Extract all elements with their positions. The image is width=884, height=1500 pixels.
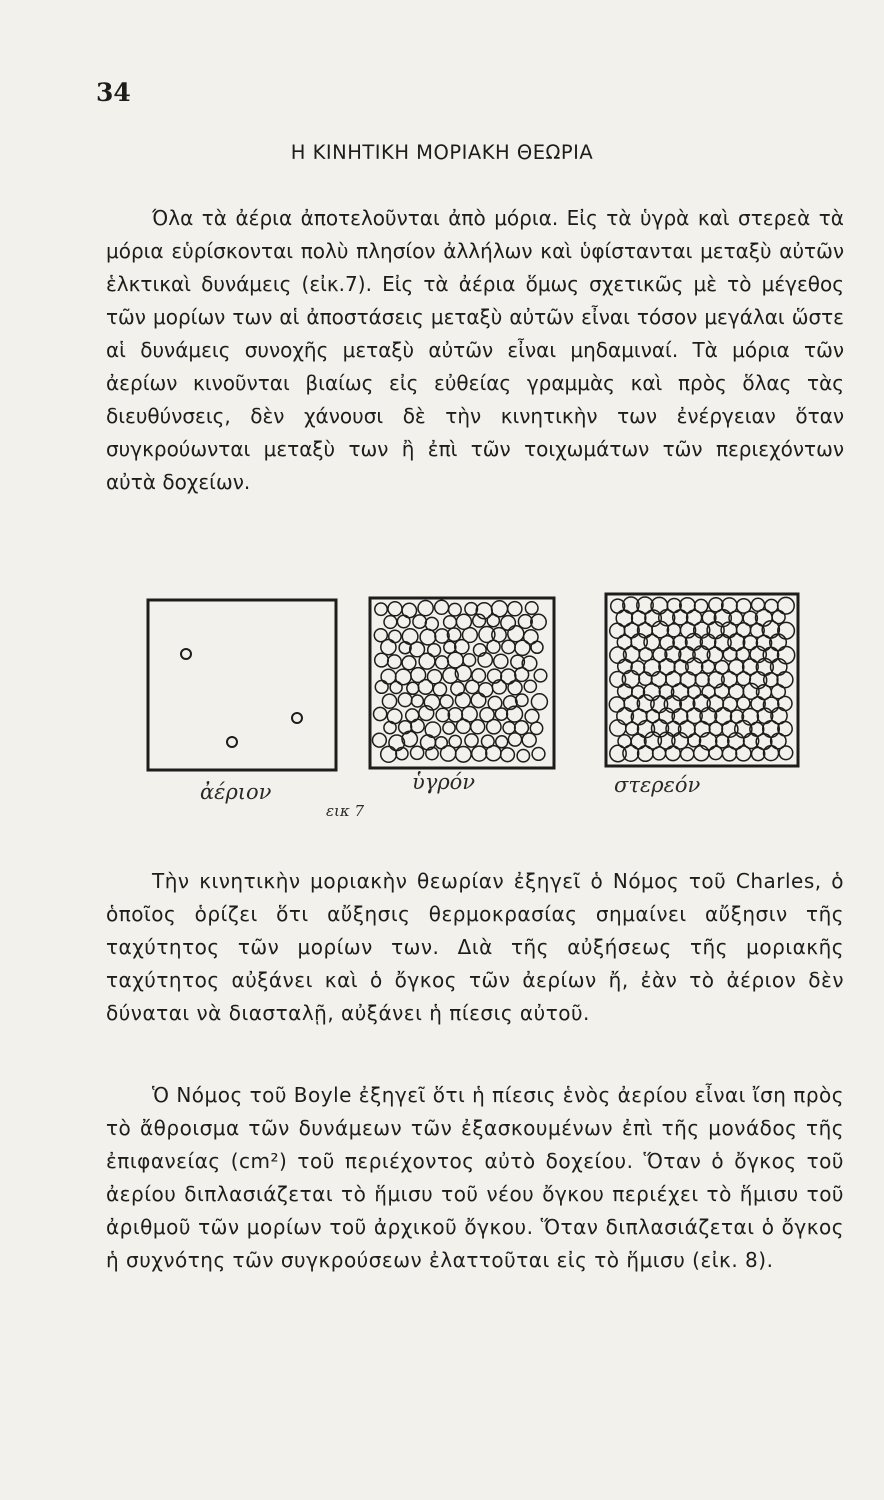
liquid-molecule <box>455 693 470 708</box>
liquid-molecule <box>517 750 529 762</box>
liquid-molecule <box>411 746 424 759</box>
liquid-molecule <box>384 616 397 629</box>
liquid-molecule <box>501 748 515 762</box>
liquid-molecule <box>441 746 456 761</box>
liquid-molecule <box>525 602 538 615</box>
paragraph-boyle-law: Ὁ Νόμος τοῦ Boyle ἐξηγεῖ ὅτι ἡ πίεσις ἑνὸς ἀερίου εἶναι ἴση πρὸς τὸ ἄθροισμα τῶν δυνάμεων τῶν ἐξασκουμένων ἐπὶ τῆς μονάδος τῆς ἐπιφανείας (cm²) τοῦ περιέχοντος αὐτὸ δοχείου. Ὅταν ὁ ὄγκος τοῦ ἀερίου διπλασιάζεται τὸ ἥμισυ τοῦ νέου ὄγκου περιέχει τὸ ἥμισυ τοῦ ἀριθμοῦ τῶν μορίων τοῦ ἀρχικοῦ ὄγκου. Ὅταν διπλασιάζεται ὁ ὄγκος ἡ συχνότης τῶν συγκρούσεων ἐλαττοῦται εἰς τὸ ἥμισυ (εἰκ. 8). <box>106 1083 844 1272</box>
figure-drawing <box>0 580 884 840</box>
solid-molecule <box>644 659 661 676</box>
liquid-molecule <box>389 630 401 642</box>
solid-molecule <box>737 697 750 710</box>
caption-gas: ἀέριον <box>200 780 272 804</box>
gas-molecule <box>227 737 237 747</box>
liquid-molecule <box>503 722 515 734</box>
gas-container <box>148 600 336 770</box>
caption-liquid: ὑγρόν <box>412 770 476 794</box>
solid-molecule <box>778 622 795 639</box>
liquid-molecule <box>494 654 508 668</box>
solid-molecule <box>700 733 717 750</box>
liquid-molecule <box>531 641 543 653</box>
solid-molecule <box>702 660 715 673</box>
liquid-molecule <box>418 680 433 695</box>
liquid-molecule <box>532 748 545 761</box>
liquid-molecule <box>407 682 419 694</box>
liquid-molecule <box>449 603 462 616</box>
solid-molecule <box>709 746 722 759</box>
liquid-molecule <box>472 746 487 761</box>
liquid-molecule <box>444 616 457 629</box>
liquid-molecule <box>402 656 416 670</box>
liquid-molecule <box>471 693 486 708</box>
solid-molecule <box>653 747 666 760</box>
running-head: Η ΚΙΝΗΤΙΚΗ ΜΟΡΙΑΚΗ ΘΕΩΡΙΑ <box>290 141 594 164</box>
liquid-molecule <box>531 614 546 629</box>
liquid-molecule <box>413 615 426 628</box>
solid-molecule <box>722 747 736 761</box>
solid-molecule <box>623 745 639 761</box>
solid-molecules <box>609 597 794 762</box>
solid-molecule <box>688 734 701 747</box>
liquid-molecule <box>456 719 470 733</box>
liquid-molecule <box>455 640 469 654</box>
liquid-molecule <box>471 720 485 734</box>
liquid-molecule <box>375 603 387 615</box>
solid-molecule <box>626 722 639 735</box>
liquid-molecule <box>486 746 501 761</box>
liquid-molecule <box>425 617 438 630</box>
solid-molecule <box>752 747 765 760</box>
liquid-molecule <box>411 695 423 707</box>
liquid-molecule <box>487 720 501 734</box>
paragraph-kinetic-theory: Όλα τὰ ἀέρια ἀποτελοῦνται ἀπὸ μόρια. Εἰς τὰ ὑγρὰ καὶ στερεὰ τὰ μόρια εὑρίσκονται πολὺ πλησίον ἀλλήλων καὶ ὑφίστανται μεταξὺ αὐτῶν ἑλκτικαὶ δυνάμεις (εἰκ.7). Εἰς τὰ ἀέρια ὅμως σχετικῶς μὲ τὸ μέγεθος τῶν μορίων των αἱ ἀποστάσεις μεταξὺ αὐτῶν εἶναι τόσον μεγάλαι ὥστε αἱ δυνάμεις συνοχῆς μεταξὺ αὐτῶν εἶναι μηδαμιναί. Τὰ μόρια τῶν ἀερίων κινοῦνται βιαίως εἰς εὐθείας γραμμὰς καὶ πρὸς ὅλας τὰς διευθύνσεις, δὲν χάνουσι δὲ τὴν κινητικὴν των ἐνέργειαν ὅταν συγκρούωνται μεταξὺ των ἢ ἐπὶ τῶν τοιχωμάτων τῶν περιεχόντων αὐτὰ δοχείων. <box>106 206 844 494</box>
solid-molecule <box>666 746 681 761</box>
liquid-molecule <box>382 694 396 708</box>
liquid-molecule <box>388 602 402 616</box>
solid-molecule <box>610 745 626 761</box>
liquid-molecule <box>390 682 402 694</box>
liquid-molecule <box>428 644 441 657</box>
solid-molecule <box>610 720 626 736</box>
liquid-molecule <box>418 601 433 616</box>
liquid-molecule <box>522 733 536 747</box>
liquid-molecule <box>443 722 455 734</box>
liquid-molecule <box>398 693 412 707</box>
liquid-molecule <box>435 600 449 614</box>
solid-molecule <box>778 696 792 710</box>
solid-molecule <box>639 672 652 685</box>
liquid-molecule <box>516 694 528 706</box>
liquid-molecule <box>411 719 424 732</box>
liquid-molecule <box>508 626 524 642</box>
liquid-molecule <box>388 655 402 669</box>
liquid-molecule <box>534 669 547 682</box>
liquid-molecule <box>375 653 389 667</box>
liquid-molecule <box>487 615 499 627</box>
solid-molecule <box>778 647 795 664</box>
figure-label: εικ 7 <box>326 802 365 820</box>
liquid-molecule <box>373 733 387 747</box>
liquid-molecule <box>531 694 547 710</box>
liquid-molecule <box>479 683 493 697</box>
liquid-molecule <box>465 603 478 616</box>
liquid-molecule <box>495 708 507 720</box>
solid-molecule <box>779 746 793 760</box>
liquid-molecule <box>465 734 478 747</box>
caption-solid: στερεόν <box>614 773 701 797</box>
liquid-molecule <box>456 747 472 763</box>
solid-molecule <box>723 697 737 711</box>
liquid-molecule <box>435 656 448 669</box>
liquid-molecule <box>487 640 500 653</box>
solid-molecule <box>763 721 780 738</box>
liquid-molecule <box>419 653 435 669</box>
liquid-molecule <box>420 629 436 645</box>
liquid-molecule <box>502 640 515 653</box>
gas-molecule <box>181 649 191 659</box>
solid-molecule <box>681 748 694 761</box>
liquid-molecule <box>508 681 522 695</box>
liquid-molecule <box>515 668 529 682</box>
liquid-molecule <box>433 683 446 696</box>
liquid-molecule <box>478 653 492 667</box>
liquid-molecules <box>373 600 548 762</box>
liquid-molecule <box>440 695 453 708</box>
liquid-molecule <box>508 733 521 746</box>
solid-molecule <box>695 673 709 687</box>
liquid-molecule <box>381 746 397 762</box>
liquid-molecule <box>381 640 396 655</box>
liquid-molecule <box>397 615 410 628</box>
solid-molecule <box>764 746 779 761</box>
liquid-molecule <box>515 640 530 655</box>
liquid-molecule <box>375 681 388 694</box>
gas-molecule <box>292 713 302 723</box>
liquid-molecule <box>463 654 476 667</box>
liquid-molecule <box>530 722 542 734</box>
liquid-molecule <box>525 709 539 723</box>
liquid-molecule <box>384 722 396 734</box>
liquid-molecule <box>524 680 536 692</box>
liquid-molecule <box>466 680 479 693</box>
liquid-molecule <box>374 707 387 720</box>
solid-molecule <box>638 746 653 761</box>
solid-molecule <box>609 697 624 712</box>
liquid-molecule <box>508 602 522 616</box>
page-number: 34 <box>96 78 131 107</box>
solid-molecule <box>736 746 751 761</box>
paragraph-charles-law: Τὴν κινητικὴν μοριακὴν θεωρίαν ἐξηγεῖ ὁ Νόμος τοῦ Charles, ὁ ὁποῖος ὁρίζει ὅτι αὔξησις θερμοκρασίας σημαίνει αὔξησιν τῆς ταχύτητος τῶν μορίων των. Διὰ τῆς αὐξήσεως τῆς μοριακῆς ταχύτητος αὐξάνει καὶ ὁ ὄγκος τῶν ἀερίων ἤ, ἐὰν τὸ ἀέριον δὲν δύναται νὰ διασταλῇ, αὐξάνει ἡ πίεσις αὐτοῦ. <box>106 869 844 1025</box>
solid-molecule <box>694 746 709 761</box>
figure-states-of-matter <box>0 580 884 840</box>
